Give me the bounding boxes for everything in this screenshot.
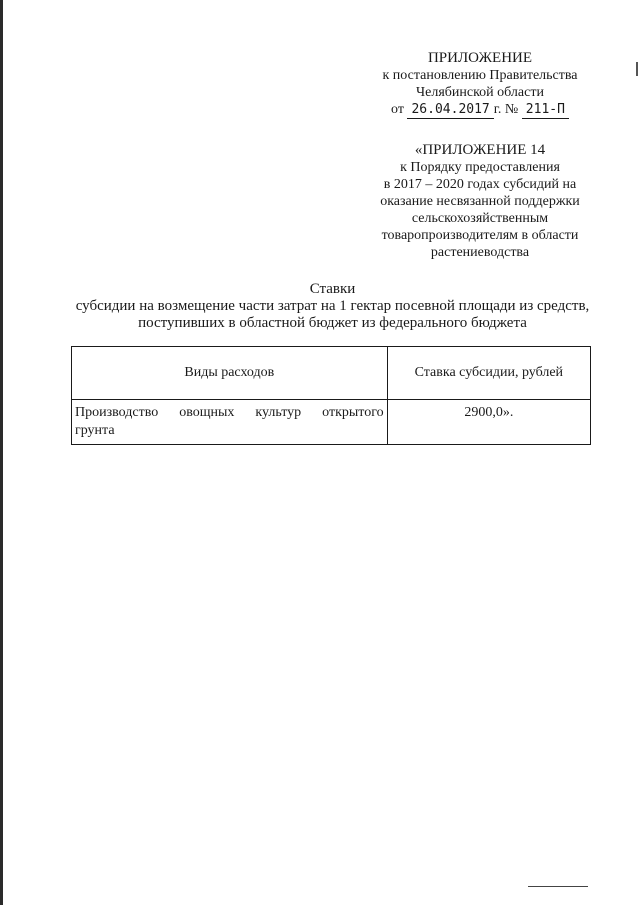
scan-bottom-mark xyxy=(528,886,588,887)
quoted-appendix-line: оказание несвязанной поддержки xyxy=(380,194,580,209)
rates-heading-line-1: субсидии на возмещение части затрат на 1 гектар посевной площади из средств, xyxy=(75,298,590,314)
date-prefix: от xyxy=(391,102,404,117)
number-field xyxy=(522,101,569,119)
appendix-date-line xyxy=(355,101,605,119)
expense-type-line-2: грунта xyxy=(75,423,115,438)
expense-type-cell xyxy=(72,400,388,445)
scan-speck xyxy=(636,62,638,76)
appendix-title: ПРИЛОЖЕНИЕ xyxy=(427,50,533,66)
column-header-subsidy-rate: Ставка субсидии, рублей xyxy=(387,347,590,400)
rates-heading-title: Ставки xyxy=(309,281,356,297)
appendix-line-2: Челябинской области xyxy=(416,85,544,100)
quoted-appendix-line: к Порядку предоставления xyxy=(400,160,560,175)
quoted-appendix-title: «ПРИЛОЖЕНИЕ 14 xyxy=(414,142,546,158)
expense-type-line-1: Производство овощных культур открытого xyxy=(75,405,384,420)
quoted-appendix-header xyxy=(355,142,605,261)
date-field xyxy=(407,101,493,119)
date-suffix: г. № xyxy=(493,102,519,117)
column-header-expense-type: Виды расходов xyxy=(72,347,388,400)
date-value: 26.04.2017 xyxy=(411,102,490,117)
scan-left-edge xyxy=(0,0,3,905)
number-value: 211-П xyxy=(525,102,565,117)
table-row xyxy=(72,400,591,445)
subsidy-rates-table xyxy=(71,346,591,445)
rates-heading-line-2: поступивших в областной бюджет из федерального бюджета xyxy=(138,315,527,331)
quoted-appendix-line: сельскохозяйственным xyxy=(411,211,549,226)
quoted-appendix-line: в 2017 – 2020 годах субсидий на xyxy=(383,177,577,192)
quoted-appendix-line: растениеводства xyxy=(430,245,530,260)
rates-heading xyxy=(60,281,605,332)
quoted-appendix-line: товаропроизводителям в области xyxy=(381,228,579,243)
appendix-header xyxy=(355,50,605,119)
subsidy-rate-cell: 2900,0». xyxy=(387,400,590,445)
table-header-row xyxy=(72,347,591,400)
appendix-line-1: к постановлению Правительства xyxy=(382,68,578,83)
